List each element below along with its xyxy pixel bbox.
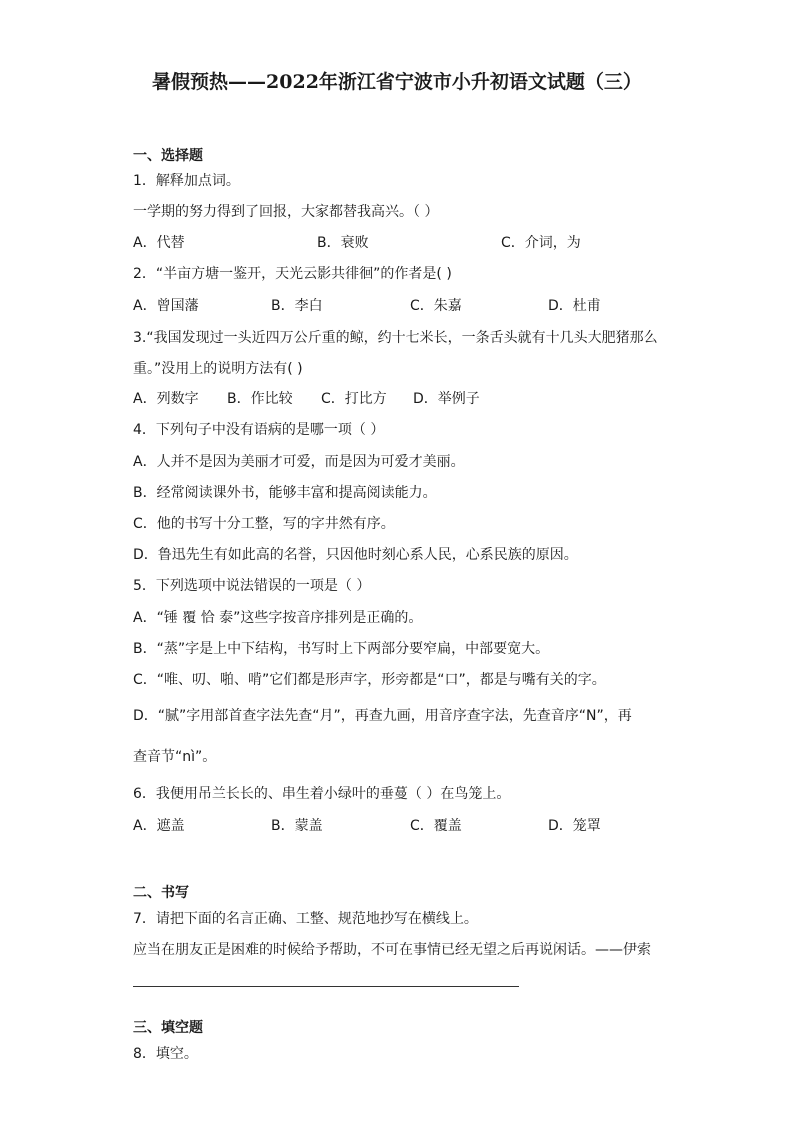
question-5-stem: 5．下列选项中说法错误的一项是（ ）: [133, 578, 371, 594]
option-b: B．李白: [271, 298, 323, 314]
question-7-stem: 7．请把下面的名言正确、工整、规范地抄写在横线上。: [133, 911, 478, 927]
section-heading-choice: 一、选择题: [133, 148, 203, 164]
option-c: C．介词，为: [501, 235, 581, 251]
question-5-option-b: B．“蒸”字是上中下结构，书写时上下两部分要窄扁，中部要宽大。: [133, 641, 550, 657]
answer-line: [133, 986, 519, 987]
question-4-option-d: D．鲁迅先生有如此高的名誉，只因他时刻心系人民，心系民族的原因。: [133, 547, 578, 563]
page-title: 暑假预热——2022年浙江省宁波市小升初语文试题（三）: [152, 71, 642, 93]
option-c: C．朱嘉: [410, 298, 462, 314]
question-6-stem: 6．我便用吊兰长长的、串生着小绿叶的垂蔓（ ）在鸟笼上。: [133, 786, 511, 802]
question-4-option-b: B．经常阅读课外书，能够丰富和提高阅读能力。: [133, 485, 437, 501]
option-d: D．杜甫: [548, 298, 601, 314]
option-a: A．列数字: [133, 391, 199, 407]
option-a: A．遮盖: [133, 818, 185, 834]
question-7-quote: 应当在朋友正是困难的时候给予帮助，不可在事情已经无望之后再说闲话。——伊索: [133, 942, 651, 958]
question-5-option-d-continuation: 查音节“nì”。: [133, 749, 217, 765]
option-b: B．蒙盖: [271, 818, 323, 834]
question-4-option-a: A．人并不是因为美丽才可爱，而是因为可爱才美丽。: [133, 454, 465, 470]
option-a: A．代替: [133, 235, 185, 251]
section-heading-writing: 二、书写: [133, 885, 189, 901]
option-d: D．笼罩: [548, 818, 601, 834]
option-b: B．作比较: [227, 391, 293, 407]
question-4-option-c: C．他的书写十分工整，写的字井然有序。: [133, 516, 395, 532]
option-c: C．覆盖: [410, 818, 462, 834]
section-heading-fill-blank: 三、填空题: [133, 1020, 203, 1036]
question-5-option-c: C．“唯、叨、啪、啃”它们都是形声字，形旁都是“口”，都是与嘴有关的字。: [133, 672, 606, 688]
question-5-option-a: A．“锤 覆 恰 泰”这些字按音序排列是正确的。: [133, 610, 423, 626]
question-1-stem: 1．解释加点词。: [133, 173, 240, 189]
option-c: C．打比方: [321, 391, 387, 407]
question-5-option-d: D．“腻”字用部首查字法先查“月”，再查九画，用音序查字法，先查音序“N”，再: [133, 708, 632, 724]
option-b: B．衰败: [317, 235, 369, 251]
question-3-stem-line1: 3.“我国发现过一头近四万公斤重的鲸，约十七米长，一条舌头就有十几头大肥猪那么: [133, 330, 658, 346]
option-a: A．曾国藩: [133, 298, 199, 314]
question-8-stem: 8．填空。: [133, 1046, 198, 1062]
question-3-stem-line2: 重。”没用上的说明方法有( ): [133, 361, 303, 377]
question-1-sentence: 一学期的努力得到了回报，大家都替我高兴。（ ）: [133, 204, 439, 220]
question-4-stem: 4．下列句子中没有语病的是哪一项（ ）: [133, 422, 385, 438]
question-2-stem: 2．“半亩方塘一鉴开，天光云影共徘徊”的作者是( ): [133, 266, 452, 282]
option-d: D．举例子: [413, 391, 480, 407]
